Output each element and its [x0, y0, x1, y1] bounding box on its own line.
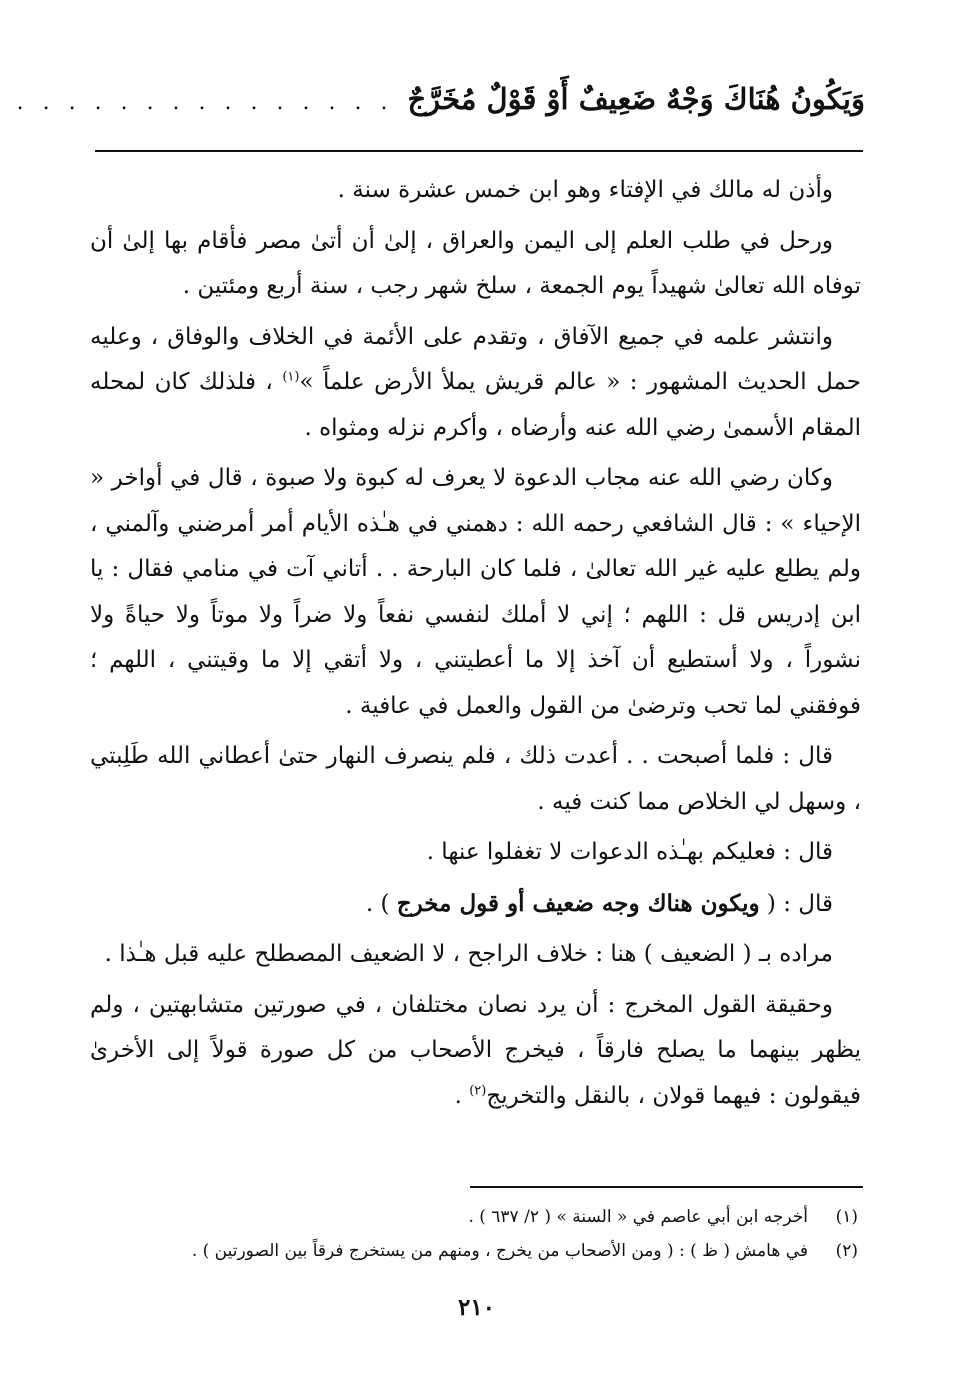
paragraph: ورحل في طلب العلم إلى اليمن والعراق ، إلىٰ أن أتىٰ مصر فأقام بها إلىٰ أن توفاه الله تعالىٰ شهيداً يوم الجمعة ، سلخ شهر رجب ، سنة أربع ومئتين . [90, 227, 861, 299]
footnote [90, 1200, 858, 1234]
paragraph-text: ) . [365, 890, 397, 917]
paragraph: وكان رضي الله عنه مجاب الدعوة لا يعرف له كبوة ولا صبوة ، قال في أواخر « الإحياء » : قال الشافعي رحمه الله : دهمني في هـٰذه الأيام أمر أمرضني وآلمني ، ولم يطلع عليه غير الله تعالىٰ ، فلما كان البارحة . . أتاني آت في منامي فقال : يا ابن إدريس قل : اللهم ؛ إني لا أملك لنفسي نفعاً ولا ضراً ولا موتاً ولا حياةً ولا نشوراً ، ولا أستطيع أن آخذ إلا ما أعطيتني ، ولا أتقي إلا ما وقيتني ، اللهم ؛ فوفقني لما تحب وترضىٰ من القول والعمل في عافية . [90, 465, 861, 719]
paragraph-text: وانتشر علمه في جميع الآفاق ، وتقدم على الأئمة في الخلاف والوفاق ، وعليه حمل الحديث المشهور : « عالم قريش يملأ الأرض علماً » [90, 323, 861, 395]
quoted-matn: ويكون هناك وجه ضعيف أو قول مخرج [396, 889, 760, 917]
paragraph [90, 881, 861, 928]
footnote-rule [470, 1186, 863, 1188]
footnote-number: (٢) [835, 1241, 858, 1261]
page-number: ٢١٠ [457, 1294, 496, 1321]
running-head-dots: . . . . . . . . . . . . . . . [16, 90, 394, 115]
footnote-text: أخرجه ابن أبي عاصم في « السنة » ( ٢/ ٦٣٧ ) . [468, 1207, 808, 1227]
footnote-text: في هامش ( ظ ) : ( ومن الأصحاب من يخرج ، ومنهم من يستخرج فرقاً بين الصورتين ) . [191, 1241, 808, 1261]
running-head-title: وَيَكُونُ هُنَاكَ وَجْهٌ ضَعِيفٌ أَوْ قَوْلٌ مُخَرَّجٌ [407, 82, 865, 116]
paragraph-text: قال : ( [759, 890, 833, 917]
paragraph: وأذن له مالك في الإفتاء وهو ابن خمس عشرة سنة . [337, 177, 833, 203]
footnote-ref: (٢) [469, 1082, 487, 1098]
paragraph [90, 983, 861, 1120]
footnotes [90, 1200, 858, 1268]
paragraph-text: وحقيقة القول المخرج : أن يرد نصان مختلفان ، في صورتين متشابهتين ، ولم يظهر بينهما ما يصلح فارقاً ، فيخرج الأصحاب من كل صورة قولاً إلى الأخرىٰ فيقولون : فيهما قولان ، بالنقل والتخريج [90, 991, 861, 1109]
footnote [90, 1234, 858, 1268]
paragraph: قال : فعليكم بهـٰذه الدعوات لا تغفلوا عنها . [426, 839, 833, 865]
paragraph [90, 315, 861, 452]
running-head [16, 82, 865, 116]
paragraph: مراده بـ ( الضعيف ) هنا : خلاف الراجح ، لا الضعيف المصطلح عليه قبل هـٰذا . [104, 941, 833, 967]
footnote-ref: (١) [282, 369, 300, 385]
paragraph-text: . [454, 1082, 470, 1109]
paragraph: قال : فلما أصبحت . . أعدت ذلك ، فلم ينصرف النهار حتىٰ أعطاني الله طَلِبتي ، وسهل لي الخلاص مما كنت فيه . [90, 743, 861, 815]
header-rule [95, 150, 863, 152]
footnote-number: (١) [835, 1207, 858, 1227]
body-text [90, 168, 861, 1124]
paragraph-text: ، فلذلك كان لمحله المقام الأسمىٰ رضي الله عنه وأرضاه ، وأكرم نزله ومثواه . [90, 369, 861, 441]
